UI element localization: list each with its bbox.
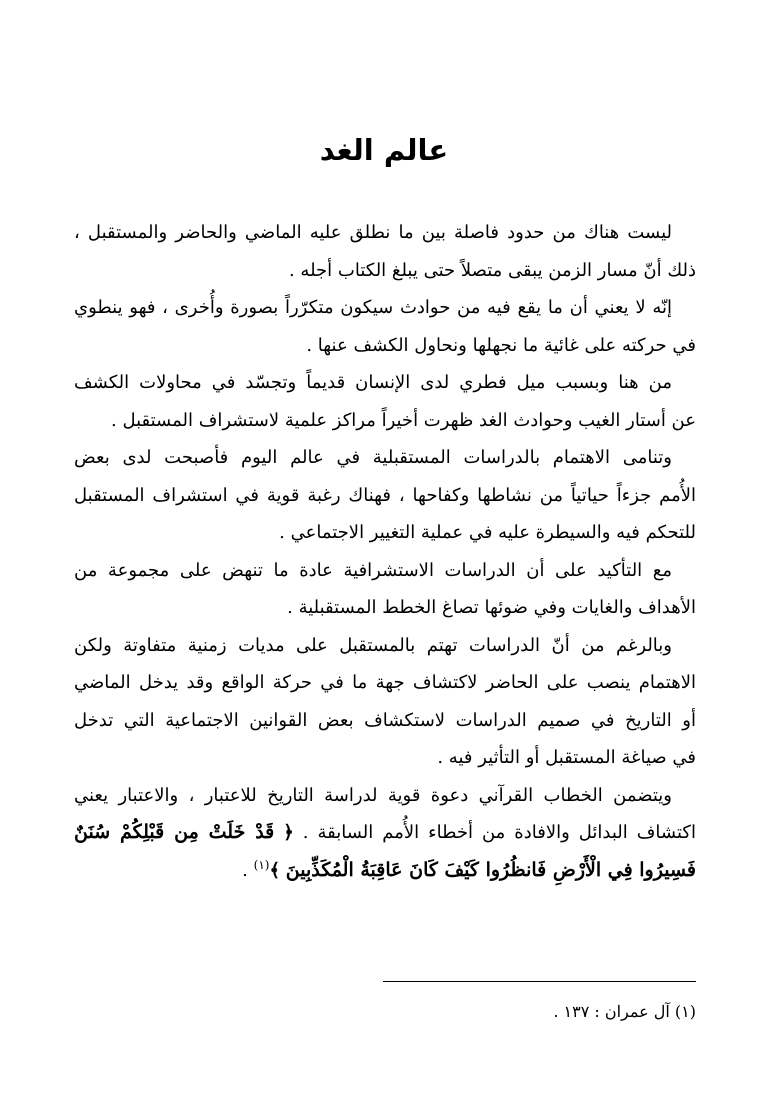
chapter-title: عالم الغد xyxy=(319,133,449,167)
body-line: الأُمم جزءاً حياتياً من نشاطها وكفاحها ، فهناك رغبة قوية في استشراف المستقبل xyxy=(74,484,696,506)
body-line: وتنامى الاهتمام بالدراسات المستقبلية في عالم اليوم فأصبحت لدى بعض xyxy=(74,447,672,468)
body-line: أو التاريخ في صميم الدراسات لاستكشاف بعض القوانين الاجتماعية التي تدخل xyxy=(74,709,696,731)
body-line: وبالرغم من أنّ الدراسات تهتم بالمستقبل على مديات زمنية متفاوتة ولكن xyxy=(74,634,672,656)
body-line: مع التأكيد على أن الدراسات الاستشرافية عادة ما تنهض على مجموعة من xyxy=(74,559,672,581)
body-line: ليست هناك من حدود فاصلة بين ما نطلق عليه الماضي والحاضر والمستقبل ، xyxy=(74,222,672,243)
footnote-reference: (١) xyxy=(253,857,270,872)
quran-verse-part-2: فَسِيرُوا فِي الْأَرْضِ فَانظُرُوا كَيْفَ كَانَ عَاقِبَةُ الْمُكَذِّبِينَ xyxy=(285,858,696,881)
verse-period: . xyxy=(242,859,248,881)
body-line: ويتضمن الخطاب القرآني دعوة قوية لدراسة التاريخ للاعتبار ، والاعتبار يعني xyxy=(74,784,672,806)
body-line: الاهتمام ينصب على الحاضر لاكتشاف جهة ما في حركة الواقع وقد يدخل الماضي xyxy=(74,672,696,693)
body-line: عن أستار الغيب وحوادث الغد ظهرت أخيراً مراكز علمية لاستشراف المستقبل . xyxy=(111,409,696,431)
verse-line xyxy=(74,814,696,852)
body-line: في صياغة المستقبل أو التأثير فيه . xyxy=(437,747,696,768)
body-line: ذلك أنّ مسار الزمن يبقى متصلاً حتى يبلغ الكتاب أجله . xyxy=(288,259,696,281)
body-text xyxy=(74,214,696,889)
verse-intro-text: اكتشاف البدائل والافادة من أخطاء الأُمم السابقة . xyxy=(302,822,696,843)
body-line: الأهداف والغايات وفي ضوئها تصاغ الخطط المستقبلية . xyxy=(287,597,696,618)
quran-close-bracket: ﴾ xyxy=(269,859,281,881)
body-line: من هنا وبسبب ميل فطري لدى الإنسان قديماً وتجسّد في محاولات الكشف xyxy=(74,372,672,393)
body-line: إنّه لا يعني أن ما يقع فيه من حوادث سيكون متكرّراً بصورة وأُخرى ، فهو ينطوي xyxy=(74,297,672,318)
quran-verse-part-1: قَدْ خَلَتْ مِن قَبْلِكُمْ سُنَنٌ xyxy=(74,821,275,843)
footnote: (١) آل عمران : ١٣٧ . xyxy=(553,1002,696,1021)
body-line: في حركته على غائية ما نجهلها ونحاول الكشف عنها . xyxy=(306,334,696,356)
body-line: للتحكم فيه والسيطرة عليه في عملية التغيير الاجتماعي . xyxy=(279,522,696,543)
footnote-separator xyxy=(383,981,696,982)
quran-open-bracket: ﴿ xyxy=(283,822,294,843)
verse-end-line xyxy=(74,852,696,890)
